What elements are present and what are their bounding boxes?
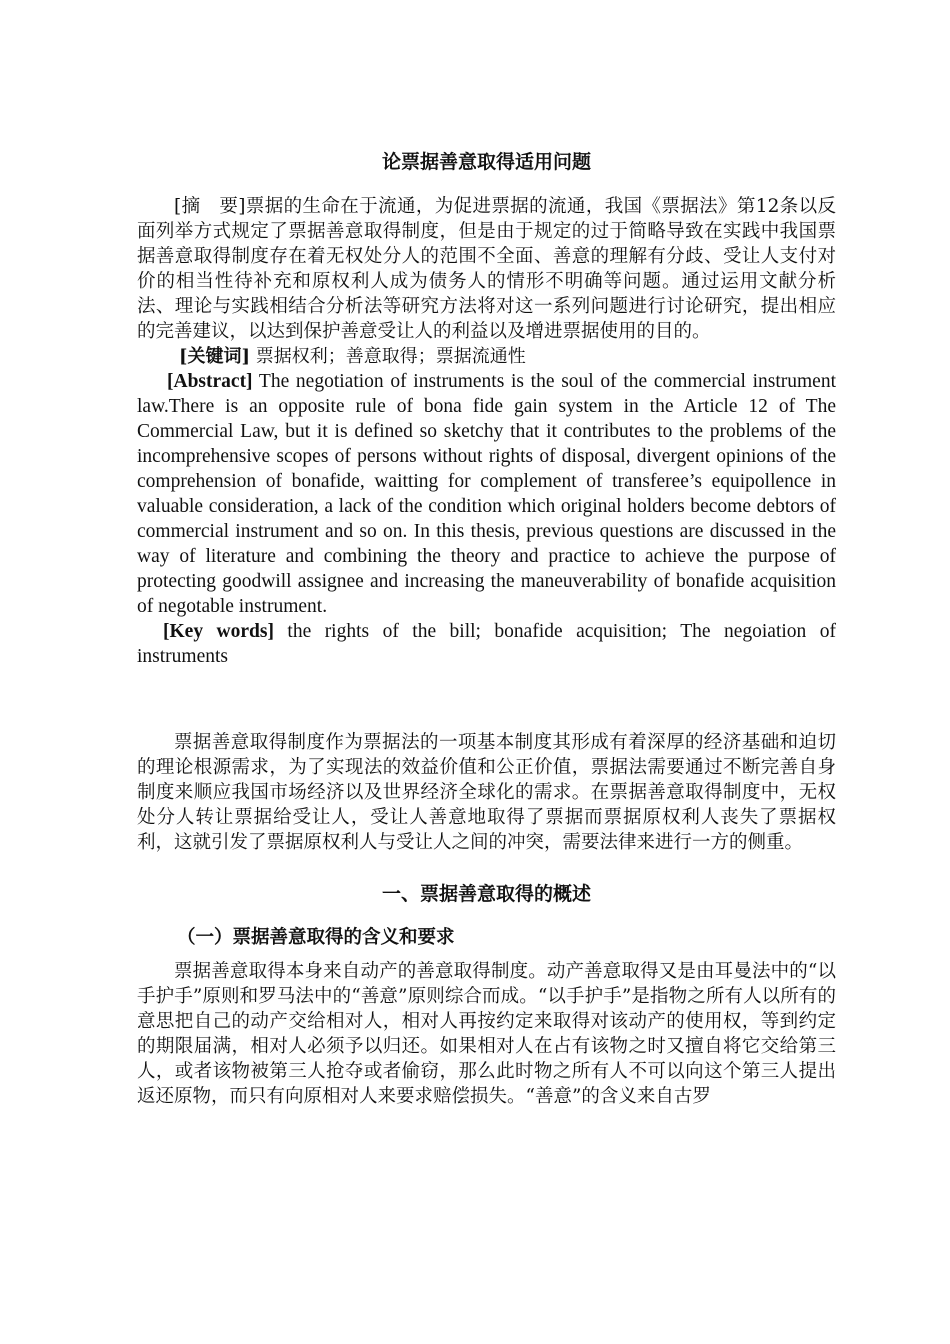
english-abstract — [137, 369, 836, 619]
chinese-abstract-label: [摘 要] — [174, 196, 246, 217]
document-page — [137, 150, 836, 1109]
chinese-abstract — [137, 194, 836, 344]
english-keywords — [137, 619, 836, 669]
subsection-paragraph: 票据善意取得本身来自动产的善意取得制度。动产善意取得又是由耳曼法中的“以手护手”原则和罗马法中的“善意”原则综合而成。“以手护手”是指物之所有人以所有的意思把自己的动产交给相对人，相对人再按约定来取得对该动产的使用权，等到约定的期限届满，相对人必须予以归还。如果相对人在占有该物之时又擅自将它交给第三人，或者该物被第三人抢夺或者偷窃，那么此时物之所有人不可以向这个第三人提出返还原物，而只有向原相对人来要求赔偿损失。“善意”的含义来自古罗 — [137, 961, 836, 1107]
english-abstract-label: [Abstract] — [167, 371, 253, 392]
paper-title: 论票据善意取得适用问题 — [381, 151, 591, 173]
chinese-abstract-text: 票据的生命在于流通，为促进票据的流通，我国《票据法》第12条以反面列举方式规定了票据善意取得制度，但是由于规定的过于简略导致在实践中我国票据善意取得制度存在着无权处分人的范围不全面、善意的理解有分歧、受让人支付对价的相当性待补充和原权利人成为债务人的情形不明确等问题。通过运用文献分析法、理论与实践相结合分析法等研究方法将对这一系列问题进行讨论研究，提出相应的完善建议，以达到保护善意受让人的利益以及增进票据使用的目的。 — [137, 196, 836, 342]
section-heading: 一、票据善意取得的概述 — [381, 883, 591, 905]
section-spacer — [137, 669, 836, 730]
subsection-heading: （一）票据善意取得的含义和要求 — [177, 927, 455, 948]
english-keywords-label: [Key words] — [163, 621, 274, 642]
english-keywords-text: the rights of the bill; bonafide acquisition; The negoiation of instruments — [137, 621, 836, 667]
chinese-keywords — [137, 344, 836, 369]
english-abstract-text: The negotiation of instruments is the soul of the commercial instrument law.There is an opposite rule of bona fide gain system in the Article 12 of The Commercial Law, but it is defined so sketchy that it contributes to the problems of the incomprehensive scopes of persons without rights of disposal, divergent opinions of the comprehension of bonafide, waitting for complement of transferee’s equipollence in valuable consideration, a lack of the condition which original holders become debtors of commercial instrument and so on. In this thesis, previous questions are discussed in the way of literature and combining the theory and practice to achieve the purpose of protecting goodwill assignee and increasing the maneuverability of bonafide acquisition of negotable instrument. — [137, 371, 836, 617]
chinese-keywords-label: [关键词] — [179, 346, 251, 367]
chinese-keywords-text: 票据权利；善意取得；票据流通性 — [250, 346, 526, 367]
introduction-paragraph: 票据善意取得制度作为票据法的一项基本制度其形成有着深厚的经济基础和迫切的理论根源需求，为了实现法的效益价值和公正价值，票据法需要通过不断完善自身制度来顺应我国市场经济以及世界经济全球化的需求。在票据善意取得制度中，无权处分人转让票据给受让人，受让人善意地取得了票据而票据原权利人丧失了票据权利，这就引发了票据原权利人与受让人之间的冲突，需要法律来进行一方的侧重。 — [137, 732, 836, 853]
